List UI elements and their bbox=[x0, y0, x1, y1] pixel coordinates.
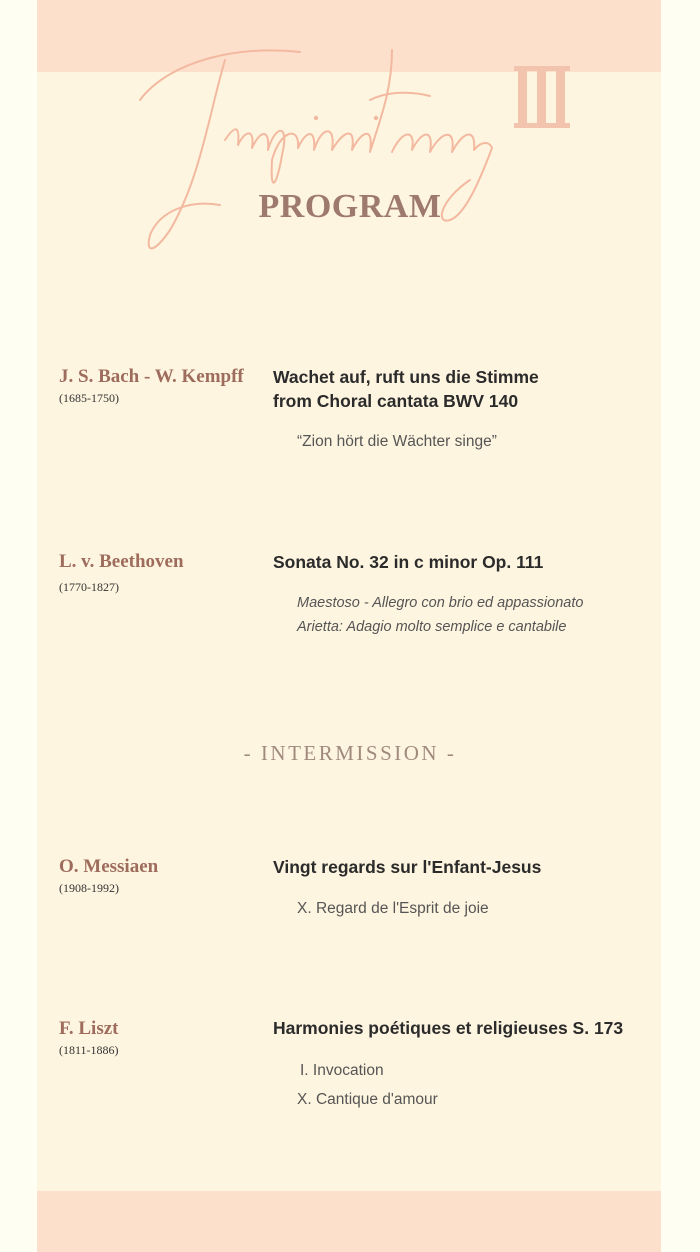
work-title-line: Vingt regards sur l'Enfant-Jesus bbox=[273, 857, 542, 877]
work-title bbox=[273, 550, 543, 574]
composer-dates: (1811-1886) bbox=[59, 1043, 119, 1057]
work-title-line: Harmonies poétiques et religieuses S. 173 bbox=[273, 1018, 624, 1038]
composer-name: O. Messiaen bbox=[59, 856, 159, 877]
composer-dates: (1908-1992) bbox=[59, 881, 119, 895]
program-title: PROGRAM bbox=[258, 188, 442, 225]
work-title bbox=[273, 855, 541, 879]
movement: “Zion hört die Wächter singe” bbox=[297, 433, 497, 450]
movement: Maestoso - Allegro con brio ed appassionato bbox=[297, 595, 584, 611]
composer-dates: (1685-1750) bbox=[59, 391, 119, 405]
work-title-line: from Choral cantata BWV 140 bbox=[273, 391, 519, 411]
movement: I. Invocation bbox=[300, 1062, 384, 1079]
composer-name: J. S. Bach - W. Kempff bbox=[59, 366, 244, 387]
movement: Arietta: Adagio molto semplice e cantabile bbox=[297, 619, 567, 635]
work-title bbox=[273, 365, 539, 413]
work-title-line: Sonata No. 32 in c minor Op. 111 bbox=[273, 552, 544, 572]
composer-name: F. Liszt bbox=[59, 1018, 119, 1039]
work-title-line: Wachet auf, ruft uns die Stimme bbox=[273, 367, 539, 387]
composer-dates: (1770-1827) bbox=[59, 580, 119, 594]
bottom-decorative-band bbox=[37, 1191, 661, 1252]
intermission-label: - INTERMISSION - bbox=[243, 741, 457, 765]
movement: X. Cantique d'amour bbox=[297, 1091, 438, 1108]
composer-name: L. v. Beethoven bbox=[59, 551, 184, 572]
movement: X. Regard de l'Esprit de joie bbox=[297, 900, 489, 917]
work-title bbox=[273, 1016, 623, 1040]
